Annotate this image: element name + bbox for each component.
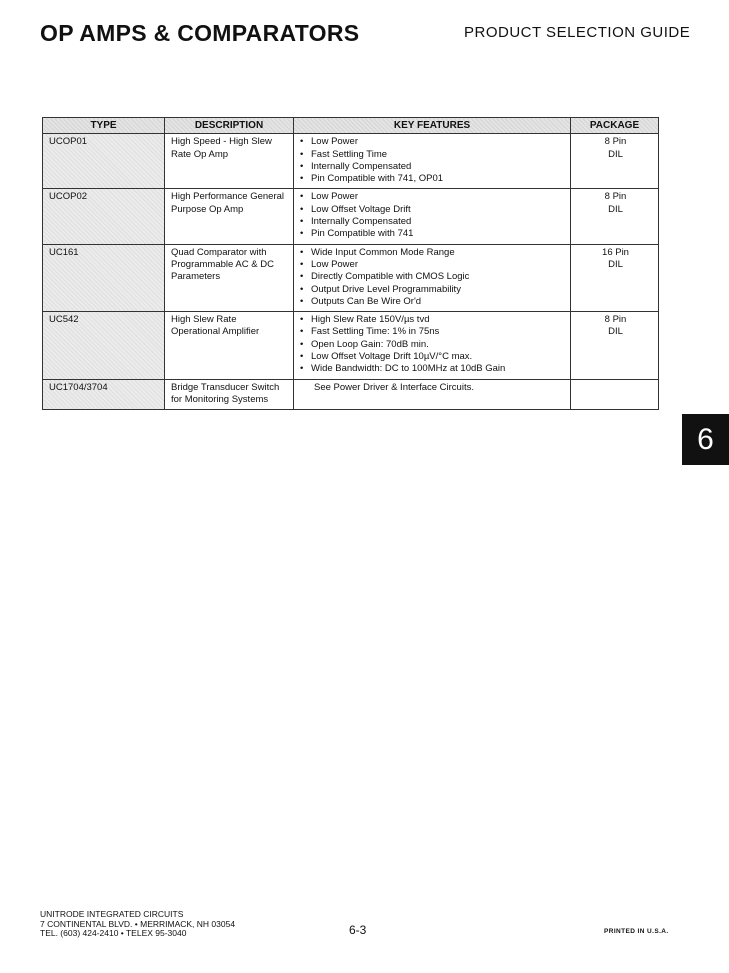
table-row xyxy=(43,244,659,311)
product-selection-table xyxy=(42,117,659,410)
package-style: DIL xyxy=(608,203,623,215)
feature-item: • Directly Compatible with CMOS Logic xyxy=(300,271,566,283)
feature-item: • Open Loop Gain: 70dB min. xyxy=(300,339,566,351)
column-header-package: PACKAGE xyxy=(571,118,659,134)
feature-item: • Internally Compensated xyxy=(300,216,566,228)
type-cell: UCOP02 xyxy=(43,189,165,244)
printed-in-label: PRINTED IN U.S.A. xyxy=(604,928,669,935)
feature-item: • Wide Input Common Mode Range xyxy=(300,247,566,259)
page-subtitle: PRODUCT SELECTION GUIDE xyxy=(464,24,691,41)
cross-reference-note: See Power Driver & Interface Circuits. xyxy=(314,381,474,393)
footer-company: UNITRODE INTEGRATED CIRCUITS xyxy=(40,909,184,919)
package-pins: 8 Pin xyxy=(604,191,627,203)
feature-item: • Outputs Can Be Wire Or'd xyxy=(300,296,566,308)
page-title: OP AMPS & COMPARATORS xyxy=(40,20,360,46)
description-line: Purpose Op Amp xyxy=(171,203,244,215)
table-row xyxy=(43,189,659,244)
footer-address: 7 CONTINENTAL BLVD. • MERRIMACK, NH 03054 xyxy=(40,918,236,929)
features-cell xyxy=(294,312,571,379)
table-row xyxy=(43,134,659,189)
features-list xyxy=(300,136,566,185)
description-line: High Performance General xyxy=(171,191,284,203)
package-pins: 16 Pin xyxy=(602,246,629,258)
package-cell xyxy=(571,312,659,379)
description-cell xyxy=(165,244,294,311)
package-cell xyxy=(571,244,659,311)
description-line: Operational Amplifier xyxy=(171,326,260,338)
feature-item: • Pin Compatible with 741 xyxy=(300,228,566,240)
column-header-type: TYPE xyxy=(43,118,165,134)
page-number: 6-3 xyxy=(349,923,367,937)
footer-company-block xyxy=(40,910,235,939)
description-line: High Slew Rate xyxy=(171,314,237,326)
package-style: DIL xyxy=(608,258,623,270)
description-cell xyxy=(165,134,294,189)
features-cell xyxy=(294,244,571,311)
package-cell xyxy=(571,134,659,189)
description-line: Quad Comparator with xyxy=(171,246,267,258)
feature-item: • Internally Compensated xyxy=(300,161,566,173)
features-list xyxy=(300,314,566,375)
package-cell xyxy=(571,379,659,410)
feature-item: • Low Power xyxy=(300,136,566,148)
type-cell: UC1704/3704 xyxy=(43,379,165,410)
feature-item: • Output Drive Level Programmability xyxy=(300,284,566,296)
description-line: Programmable AC & DC xyxy=(171,258,274,270)
table-row xyxy=(43,379,659,410)
table-row xyxy=(43,312,659,379)
package-pins: 8 Pin xyxy=(604,314,627,326)
package-pins: 8 Pin xyxy=(604,136,627,148)
feature-item: • Low Power xyxy=(300,191,566,203)
feature-item: • Low Offset Voltage Drift 10µV/°C max. xyxy=(300,351,566,363)
description-line: Rate Op Amp xyxy=(171,148,229,160)
features-cell xyxy=(294,189,571,244)
description-line: Parameters xyxy=(171,271,221,283)
feature-item: • Fast Settling Time: 1% in 75ns xyxy=(300,326,566,338)
description-cell xyxy=(165,189,294,244)
type-cell: UC542 xyxy=(43,312,165,379)
footer-contact: TEL. (603) 424-2410 • TELEX 95-3040 xyxy=(40,928,187,938)
features-list xyxy=(300,191,566,240)
column-header-description: DESCRIPTION xyxy=(165,118,294,134)
package-cell xyxy=(571,189,659,244)
description-line: for Monitoring Systems xyxy=(171,393,269,405)
description-line: Bridge Transducer Switch xyxy=(171,381,280,393)
description-line: High Speed - High Slew xyxy=(171,136,272,148)
package-style: DIL xyxy=(608,148,623,160)
type-cell: UCOP01 xyxy=(43,134,165,189)
table-header-row xyxy=(43,118,659,134)
feature-item: • Pin Compatible with 741, OP01 xyxy=(300,173,566,185)
column-header-key-features: KEY FEATURES xyxy=(294,118,571,134)
feature-item: • Low Offset Voltage Drift xyxy=(300,204,566,216)
features-cell xyxy=(294,379,571,410)
description-cell xyxy=(165,379,294,410)
feature-item: • High Slew Rate 150V/µs tvd xyxy=(300,314,566,326)
type-cell: UC161 xyxy=(43,244,165,311)
package-style: DIL xyxy=(608,326,623,338)
features-list xyxy=(300,247,566,308)
feature-item: • Wide Bandwidth: DC to 100MHz at 10dB Gain xyxy=(300,363,566,375)
feature-item: • Low Power xyxy=(300,259,566,271)
description-cell xyxy=(165,312,294,379)
features-cell xyxy=(294,134,571,189)
feature-item: • Fast Settling Time xyxy=(300,149,566,161)
section-tab: 6 xyxy=(682,414,729,465)
